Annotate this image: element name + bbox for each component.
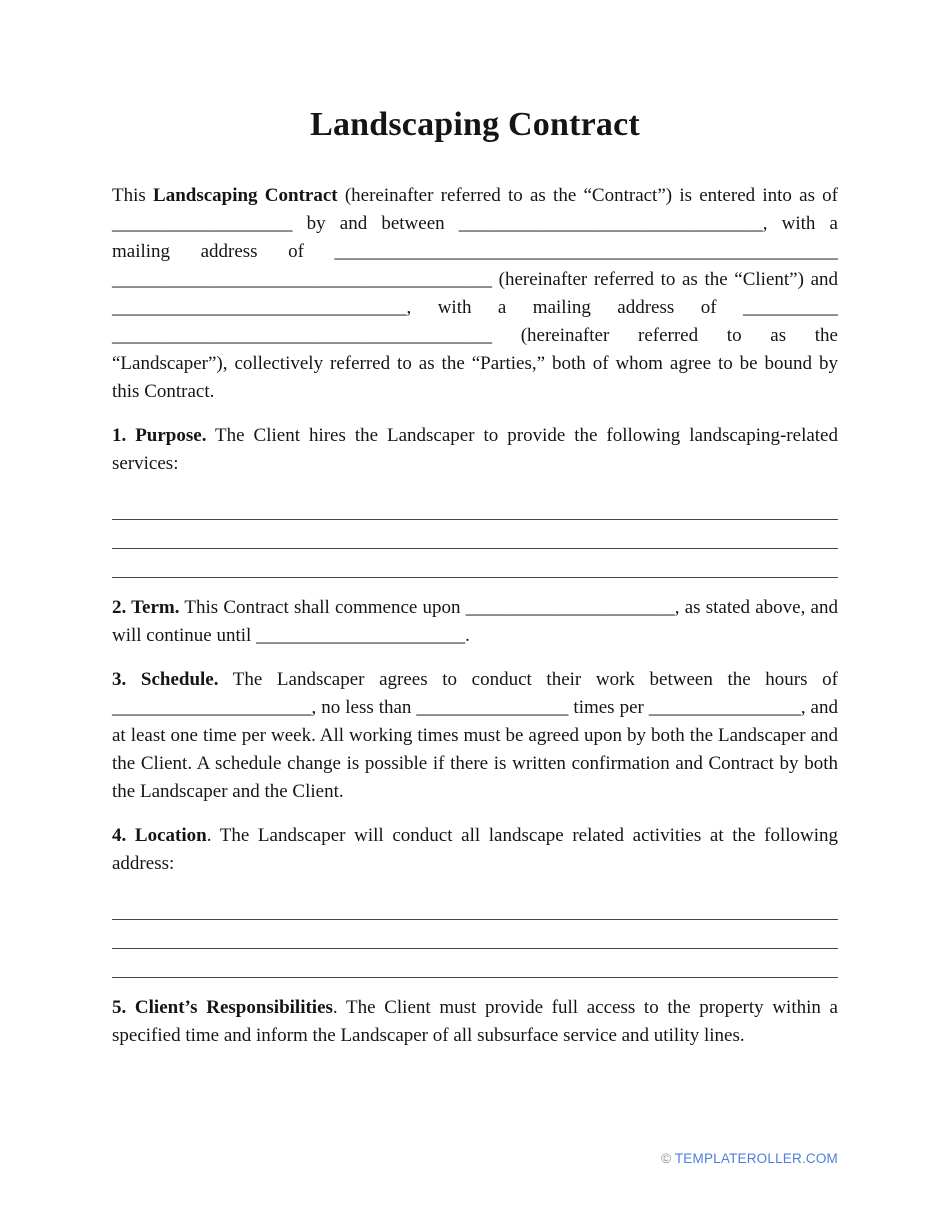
section-location (112, 822, 838, 878)
intro-rest: (hereinafter referred to as the “Contract”) is entered into as of ___________________ by and between ________________________________, with a mailing address of _____________________________________________________ ________________________________________ (hereinafter referred to as the “Client”) and _______________________________, with a mailing address of __________ ________________________________________ (hereinafter referred to as the “Landscaper”), collectively referred to as the “Parties,” both of whom agree to be bound by this Contract. (112, 185, 839, 402)
section-schedule (112, 666, 838, 806)
intro-paragraph (112, 182, 838, 406)
blank-line (112, 949, 838, 978)
location-fill-in-lines (112, 891, 838, 978)
section-schedule-body: The Landscaper agrees to conduct their work between the hours of _____________________, no less than ________________ times per ________________, and at least one time per week. All working times must be agreed upon by both the Landscaper and the Client. A schedule change is possible if there is written confirmation and Contract by both the Landscaper and the Client. (112, 669, 838, 802)
section-location-body: . The Landscaper will conduct all landscape related activities at the following address: (112, 825, 839, 874)
section-term-heading: 2. Term. (112, 597, 180, 618)
footer-credit (661, 1150, 838, 1168)
blank-line (112, 491, 838, 520)
section-purpose (112, 422, 838, 478)
document-content (112, 0, 838, 1050)
page-title: Landscaping Contract (310, 106, 640, 143)
section-client-responsibilities-body: . The Client must provide full access to the property within a specified time and inform the Landscaper of all subsurface service and utility lines. (112, 997, 838, 1046)
copyright-icon: © (661, 1151, 672, 1166)
blank-line (112, 920, 838, 949)
section-client-responsibilities-heading: 5. Client’s Responsibilities (112, 997, 333, 1018)
intro-lead: This (112, 185, 154, 206)
purpose-fill-in-lines (112, 491, 838, 578)
blank-line (112, 891, 838, 920)
intro-bold-term: Landscaping Contract (153, 185, 338, 206)
section-location-heading: 4. Location (112, 825, 207, 846)
templateroller-link[interactable]: TEMPLATEROLLER.COM (674, 1151, 838, 1166)
blank-line (112, 549, 838, 578)
section-purpose-body: The Client hires the Landscaper to provide the following landscaping-related services: (112, 425, 838, 474)
blank-line (112, 520, 838, 549)
section-client-responsibilities (112, 994, 838, 1050)
section-purpose-heading: 1. Purpose. (112, 425, 207, 446)
section-schedule-heading: 3. Schedule. (112, 669, 219, 690)
section-term (112, 594, 838, 650)
section-term-body: This Contract shall commence upon ______________________, as stated above, and will continue until ______________________. (112, 597, 838, 646)
